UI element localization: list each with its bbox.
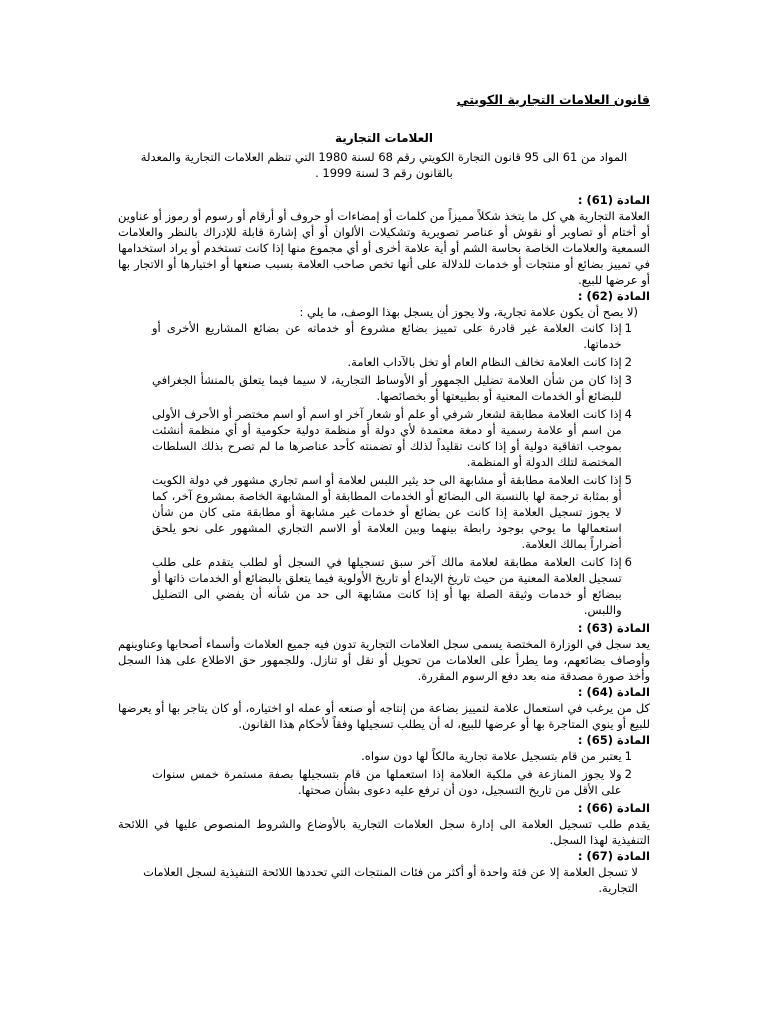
item-number: 5 bbox=[624, 473, 632, 487]
article-67 bbox=[118, 848, 650, 896]
list-item bbox=[118, 472, 650, 552]
list-item bbox=[118, 554, 650, 618]
item-text: إذا كان من شأن العلامة تضليل الجمهور أو الأوساط التجارية، لا سيما فيما يتعلق بالمنشأ الجغرافي للبضائع أو الخدمات المعنية أو بطبيعتها أو بخصائصها. bbox=[152, 373, 622, 403]
article-text: كل من يرغب في استعمال علامة لتمييز بضاعة من إنتاجه أو صنعه أو عمله او اختياره، أو كان يتاجر بها أو يعرضها للبيع أو ينوي المتاجرة بها أو عرضها للبيع، له أن يطلب تسجيلها وفقاً لأحكام هذا القانون. bbox=[118, 701, 650, 731]
article-heading: المادة (67) : bbox=[577, 849, 650, 863]
article-63 bbox=[118, 620, 650, 684]
item-text: إذا كانت العلامة مطابقة لعلامة مالك آخر سبق تسجيلها في السجل أو لطلب يتقدم على طلب تسجيل العلامة المعنية من حيث تاريخ الإيداع أو تاريخ الأولوية فيما يتعلق بالبضائع أو الخدمات ذاتها أو ببضائع أو خدمات وثيقة الصلة بها أو إذا كانت مشابهة الى حد من شأنه أن يفضي الى التضليل واللبس. bbox=[152, 555, 622, 617]
list-item bbox=[118, 372, 650, 404]
article-text: لا تسجل العلامة إلا عن فئة واحدة أو أكثر من فئات المنتجات التي تحددها اللائحة التنفيذية لسجل العلامات التجارية. bbox=[143, 865, 638, 895]
article-heading: المادة (64) : bbox=[577, 685, 650, 699]
item-number: 1 bbox=[624, 749, 632, 763]
article-61 bbox=[118, 192, 650, 288]
article-text: العلامة التجارية هي كل ما يتخذ شكلاً مميزاً من كلمات أو إمضاءات أو حروف أو أرقام أو رسوم أو رموز أو عناوين أو أختام أو تصاوير أو نقوش أو عناصر تصويرية وتشكيلات الألوان أو أي إشارة قابلة للإدراك بالنظر والعلامات السمعية والعلامات الخاصة بحاسة الشم أو أية علامة أخرى أو أي مجموع منها إذا كانت تستخدم أو يراد استخدامها في تمييز بضائع أو منتجات أو خدمات للدلالة على أنها تخص صاحب العلامة بسبب صنعها أو اختيارها أو الاتجار بها أو عرضها للبيع. bbox=[118, 209, 650, 287]
list-item bbox=[118, 406, 650, 470]
article-text: يعد سجل في الوزارة المختصة يسمى سجل العلامات التجارية تدون فيه جميع العلامات وأسماء أصحابها وعناوينهم وأوصاف بضائعهم، وما يطرأ على العلامات من تحويل أو نقل أو تنازل. وللجمهور حق الاطلاع على هذا السجل وأخذ صورة مصدقة منه بعد دفع الرسوم المقررة. bbox=[118, 637, 650, 683]
article-text: يقدم طلب تسجيل العلامة الى إدارة سجل العلامات التجارية بالأوضاع والشروط المنصوص عليها في اللائحة التنفيذية لهذا السجل. bbox=[118, 817, 650, 847]
article-62 bbox=[118, 288, 650, 618]
item-number: 3 bbox=[624, 373, 632, 387]
item-number: 1 bbox=[624, 321, 632, 335]
item-number: 2 bbox=[624, 767, 632, 781]
list-item bbox=[118, 748, 650, 764]
item-text: يعتبر من قام بتسجيل علامة تجارية مالكاً لها دون سواه. bbox=[361, 749, 622, 763]
document-title: قانون العلامات التجارية الكويتي bbox=[456, 92, 650, 107]
article-heading: المادة (65) : bbox=[577, 733, 650, 747]
item-text: إذا كانت العلامة غير قادرة على تمييز بضائع مشروع أو خدماته عن بضائع المشاريع الأخرى أو خدماتها. bbox=[152, 321, 622, 351]
list-item bbox=[118, 320, 650, 352]
article-heading: المادة (61) : bbox=[577, 193, 650, 207]
item-number: 6 bbox=[624, 555, 632, 569]
numbered-list bbox=[118, 748, 650, 798]
article-65 bbox=[118, 732, 650, 798]
section-title: العلامات التجارية bbox=[334, 131, 434, 145]
numbered-list bbox=[118, 320, 650, 618]
article-heading: المادة (66) : bbox=[577, 801, 650, 815]
article-heading: المادة (62) : bbox=[577, 289, 650, 303]
article-66 bbox=[118, 800, 650, 848]
intro-paragraph: المواد من 61 الى 95 قانون التجارة الكويتي رقم 68 لسنة 1980 التي تنظم العلامات التجارية والمعدلة بالقانون رقم 3 لسنة 1999 . bbox=[140, 150, 628, 180]
list-item bbox=[118, 354, 650, 370]
item-text: إذا كانت العلامة مطابقة أو مشابهة الى حد يثير اللبس لعلامة أو اسم تجاري مشهور في دولة الكويت أو بمثابة ترجمة لها بالنسبة الى البضائع أو الخدمات المطابقة أو المشابهة الخاصة بمشروع آخر، كما لا يجوز تسجيل العلامة إذا كانت عن بضائع أو خدمات غير مشابهة أو مطابقة متى كان من شأن استعمالها ما يوحي بوجود رابطة بينهما وبين العلامة أو الاسم التجاري المشهور على نحو يلحق أضراراً بمالك العلامة. bbox=[152, 473, 622, 551]
item-text: إذا كانت العلامة مطابقة لشعار شرفي أو علم أو شعار آخر او اسم أو اسم مختصر أو الأحرف الأولى من اسم أو علامة رسمية أو دمغة معتمدة لأي دولة أو منظمة دولية حكومية أو أي منظمة أنشئت بموجب اتفاقية دولية أو إذا كانت تقليداً لذلك أو تضمنته كأحد عناصرها ما لم تصرح بذلك السلطات المختصة لتلك الدولة أو المنظمة. bbox=[152, 407, 622, 469]
item-number: 4 bbox=[624, 407, 632, 421]
item-number: 2 bbox=[624, 355, 632, 369]
article-heading: المادة (63) : bbox=[577, 621, 650, 635]
list-item bbox=[118, 766, 650, 798]
article-64 bbox=[118, 684, 650, 732]
item-text: إذا كانت العلامة تخالف النظام العام أو تخل بالآداب العامة. bbox=[347, 355, 622, 369]
item-text: ولا يجوز المنازعة في ملكية العلامة إذا استعملها من قام بتسجيلها بصفة مستمرة خمس سنوات على الأقل من تاريخ التسجيل، دون أن ترفع عليه دعوى بشأن صحتها. bbox=[152, 767, 622, 797]
article-lead: (لا يصح أن يكون علامة تجارية، ولا يجوز أن يسجل بهذا الوصف، ما يلي : bbox=[299, 305, 638, 319]
